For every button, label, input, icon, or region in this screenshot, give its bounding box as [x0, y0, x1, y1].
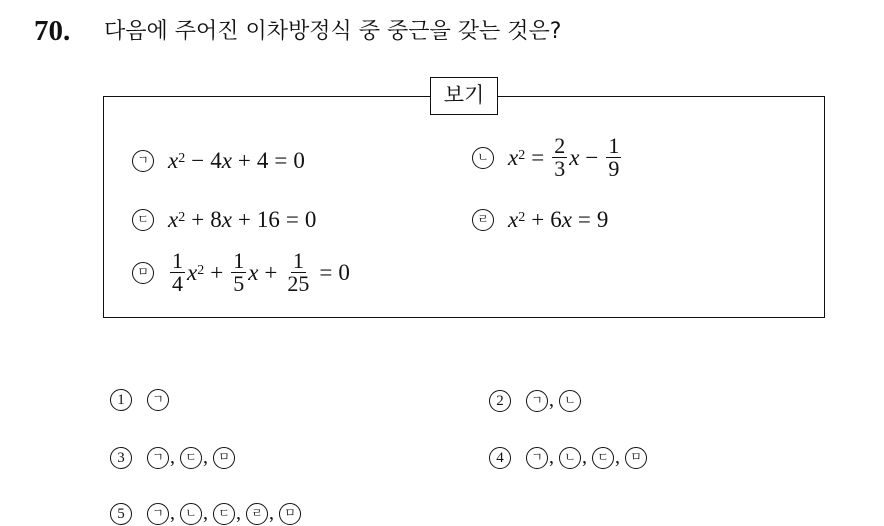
choice-1[interactable]	[110, 389, 170, 411]
circled-marker: ㄱ	[147, 503, 169, 525]
circled-marker: ㅁ	[213, 447, 235, 469]
circled-marker: ㄴ	[559, 390, 581, 412]
equation-mieum: $\frac{1}{4}$ x $^2$ + $\frac{1}{5}$ x + $\frac{1}{25}$ = 0	[172, 248, 350, 296]
choice-5[interactable]: 5 ㄱ , ㄴ , ㄷ , ㄹ , ㅁ	[110, 502, 302, 525]
circled-marker: ㄱ	[132, 150, 154, 172]
bogi-item-digeut	[132, 207, 316, 233]
choice-number: 5	[110, 503, 132, 525]
circled-marker: ㄱ	[147, 447, 169, 469]
choice-number: 2	[489, 390, 511, 412]
choice-number: 4	[489, 447, 511, 469]
circled-marker: ㄴ	[472, 147, 494, 169]
circled-marker: ㅁ	[625, 447, 647, 469]
circled-marker: ㄹ	[472, 209, 494, 231]
fraction: $\frac{1}{4}$	[172, 248, 183, 296]
choice-number: 3	[110, 447, 132, 469]
choice-2[interactable]: 2 ㄱ , ㄴ	[489, 389, 582, 412]
fraction: $\frac{1}{5}$	[233, 248, 245, 296]
circled-marker: ㅁ	[132, 262, 154, 284]
question-text: 다음에 주어진 이차방정식 중 중근을 갖는 것은?	[104, 19, 562, 44]
bogi-item-giyeok	[132, 148, 305, 174]
equation-digeut: x $^2$ + 8 x + 16 = 0	[168, 207, 317, 232]
circled-marker: ㄷ	[180, 447, 202, 469]
fraction: $\frac{2}{3}$	[554, 133, 566, 181]
equation-nieun: x $^2$ = $\frac{2}{3}$ x − $\frac{1}{9}$	[508, 133, 620, 181]
circled-marker: ㅁ	[279, 503, 301, 525]
choice-number: 1	[110, 389, 132, 411]
circled-marker: ㄱ	[526, 390, 548, 412]
bogi-item-rieul	[472, 207, 608, 233]
circled-marker: ㄱ	[526, 447, 548, 469]
circled-marker: ㄷ	[592, 447, 614, 469]
equation-rieul: x $^2$ + 6 x = 9	[508, 207, 609, 232]
circled-marker: ㄱ	[147, 389, 169, 411]
bogi-label: 보기	[430, 77, 498, 115]
bogi-item-mieum	[132, 250, 350, 295]
equation-giyeok: x $^2$ − 4 x + 4 = 0	[168, 148, 305, 173]
circled-marker: ㄷ	[213, 503, 235, 525]
choice-3[interactable]: 3 ㄱ , ㄷ , ㅁ	[110, 446, 236, 469]
circled-marker: ㄹ	[246, 503, 268, 525]
circled-marker: ㄴ	[180, 503, 202, 525]
bogi-item-nieun	[472, 135, 623, 180]
circled-marker: ㄷ	[132, 209, 154, 231]
fraction: $\frac{1}{25}$	[287, 248, 310, 296]
fraction: $\frac{1}{9}$	[608, 133, 620, 181]
choice-4[interactable]: 4 ㄱ , ㄴ , ㄷ , ㅁ	[489, 446, 648, 469]
circled-marker: ㄴ	[559, 447, 581, 469]
question-number: 70.	[34, 15, 71, 47]
